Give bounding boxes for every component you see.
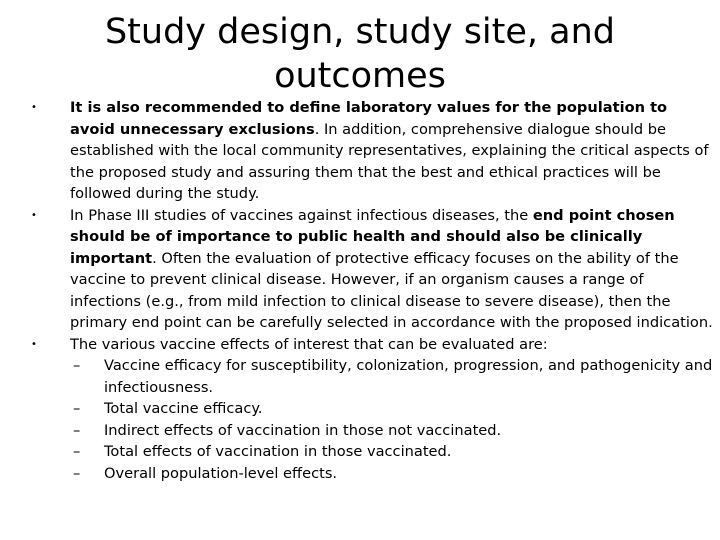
bullet-text: The various vaccine effects of interest that can be evaluated are: (70, 335, 548, 353)
bullet-marker: • (31, 102, 37, 113)
bullet-item (28, 205, 713, 334)
dash-marker: – (73, 357, 81, 374)
bullet-text: . Often the evaluation of protective efficacy focuses on the ability of the vaccine to prevent clinical disease. However, if an organism causes a range of infections (e.g., from mild infection to clinical disease to severe disease), then the primary end point can be carefully selected in accordance with the proposed indication. (70, 249, 713, 331)
sub-bullet-list (28, 355, 713, 484)
sub-bullet-text: Vaccine efficacy for susceptibility, colonization, progression, and pathogenicity and infectiousness. (104, 357, 713, 396)
bullet-text: . In addition, comprehensive dialogue should be established with the local community representatives, explaining the critical aspects of the proposed study and assuring them that the best and ethical practices will be followed during the study. (70, 120, 709, 202)
sub-bullet-item (28, 441, 713, 463)
sub-bullet-text: Overall population-level effects. (104, 464, 338, 482)
slide-body (28, 97, 713, 484)
sub-bullet-text: Total vaccine efficacy. (104, 400, 263, 417)
sub-bullet-text: Indirect effects of vaccination in those not vaccinated. (104, 421, 502, 439)
bullet-text: In Phase III studies of vaccines against infectious diseases, the (70, 206, 533, 224)
bullet-item (28, 334, 713, 356)
bullet-item (28, 97, 713, 205)
sub-bullet-item (28, 420, 713, 442)
dash-marker: – (73, 421, 81, 439)
sub-bullet-item (28, 463, 713, 485)
bullet-marker: • (31, 338, 37, 350)
sub-bullet-item (28, 398, 713, 420)
sub-bullet-text: Total effects of vaccination in those vaccinated. (104, 443, 452, 460)
bullet-bold-text: end point chosen should be of importance to public health and should also be clinically important (70, 206, 675, 267)
bullet-marker: • (31, 209, 37, 221)
dash-marker: – (73, 464, 81, 482)
dash-marker: – (73, 443, 81, 460)
slide-title: Study design, study site, and outcomes (104, 12, 616, 96)
bullet-bold-text: It is also recommended to define laboratory values for the population to avoid unnecessary exclusions (70, 99, 668, 138)
sub-bullet-item (28, 355, 713, 398)
dash-marker: – (73, 400, 81, 417)
